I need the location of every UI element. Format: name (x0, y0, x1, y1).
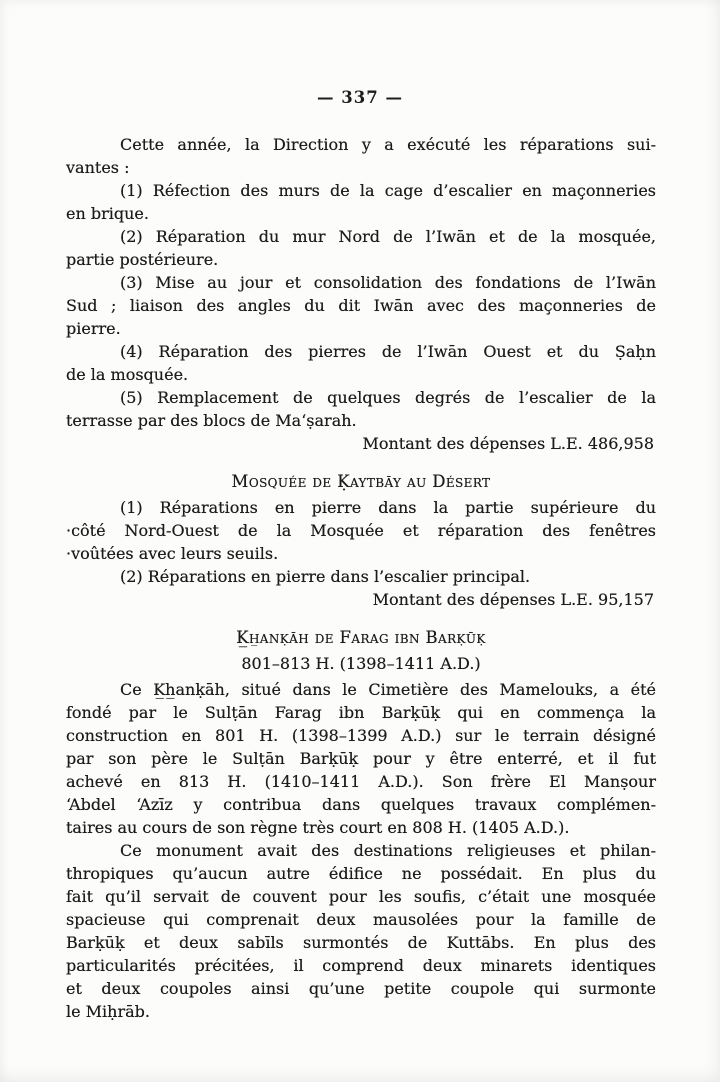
text-line: pierre. (66, 319, 121, 338)
expense-total-line (66, 432, 656, 455)
text-line: ‘Abdel ‘Azīz y contribua dans quelques travaux complémen- (66, 795, 656, 814)
text-line: Sud ; liaison des angles du dit Iwān avec des maçonneries de (66, 296, 656, 315)
text-line: particularités précitées, il comprend deux minarets identiques (66, 956, 656, 975)
text-line: taires au cours de son règne très court en 808 H. (1405 A.D.). (66, 818, 570, 837)
text-line: de la mosquée. (66, 365, 189, 384)
text-line: ·voûtées avec leurs seuils. (66, 544, 279, 563)
text-line: construction en 801 H. (1398–1399 A.D.) sur le terrain désigné (66, 726, 656, 745)
paragraph (66, 496, 656, 565)
text-line: 801–813 H. (1398–1411 A.D.) (241, 654, 481, 673)
text-line: (4) Réparation des pierres de l’Iwān Ouest et du Ṣaḥn (120, 342, 656, 361)
text-line: Montant des dépenses L.E. 95,157 (372, 590, 654, 609)
document-body (66, 133, 656, 1023)
text-line: ·côté Nord-Ouest de la Mosquée et réparation des fenêtres (66, 521, 656, 540)
text-line: Ce monument avait des destinations religieuses et philan- (120, 841, 656, 860)
paragraph (66, 179, 656, 225)
text-line: (5) Remplacement de quelques degrés de l’escalier de la (120, 388, 656, 407)
text-line: (2) Réparations en pierre dans l’escalier principal. (120, 567, 531, 586)
text-line: fait qu’il servait de couvent pour les soufis, c’était une mosquée (66, 887, 656, 906)
text-line: spacieuse qui comprenait deux mausolées pour la famille de (66, 910, 656, 929)
text-line: (1) Réparations en pierre dans la partie supérieure du (120, 498, 656, 517)
text-line: Ce K̲h̲anḳāh, situé dans le Cimetière des Mamelouks, a été (120, 680, 656, 699)
paragraph (66, 839, 656, 1023)
paragraph (66, 225, 656, 271)
expense-total-line (66, 588, 656, 611)
text-line: (2) Réparation du mur Nord de l’Iwān et de la mosquée, (120, 227, 656, 246)
paragraph (66, 133, 656, 179)
text-line: le Miḥrāb. (66, 1002, 150, 1021)
text-line: terrasse par des blocs de Ma‘ṣarah. (66, 411, 357, 430)
text-line: en brique. (66, 204, 149, 223)
text-line: (3) Mise au jour et consolidation des fondations de l’Iwān (120, 273, 656, 292)
text-line: Mosquée de Ḳaytbāy au Désert (231, 472, 491, 491)
text-line: Montant des dépenses L.E. 486,958 (362, 434, 654, 453)
paragraph (66, 386, 656, 432)
text-line: (1) Réfection des murs de la cage d’escalier en maçonneries (120, 181, 656, 200)
section-heading (66, 470, 656, 493)
text-line: partie postérieure. (66, 250, 219, 269)
text-line: Barḳūḳ et deux sabīls surmontés de Kuttābs. En plus des (66, 933, 656, 952)
section-subheading (66, 652, 656, 675)
paragraph (66, 565, 656, 588)
text-line: achevé en 813 H. (1410–1411 A.D.). Son frère El Manṣour (66, 772, 656, 791)
page-number: — 337 — (317, 88, 403, 107)
text-line: par son père le Sulṭān Barḳūḳ pour y être enterré, et il fut (66, 749, 656, 768)
text-line: thropiques qu’aucun autre édifice ne possédait. En plus du (66, 864, 656, 883)
text-line: Cette année, la Direction y a exécuté les réparations sui- (120, 135, 656, 154)
text-line: K̲h̲anḳāh de Farag ibn Barḳūḳ (236, 628, 486, 647)
text-line: fondé par le Sulṭān Farag ibn Barḳūḳ qui en commença la (66, 703, 656, 722)
paragraph (66, 340, 656, 386)
paragraph (66, 271, 656, 340)
paragraph (66, 678, 656, 839)
text-line: vantes : (66, 158, 130, 177)
section-heading (66, 626, 656, 649)
text-line: et deux coupoles ainsi qu’une petite coupole qui surmonte (66, 979, 656, 998)
